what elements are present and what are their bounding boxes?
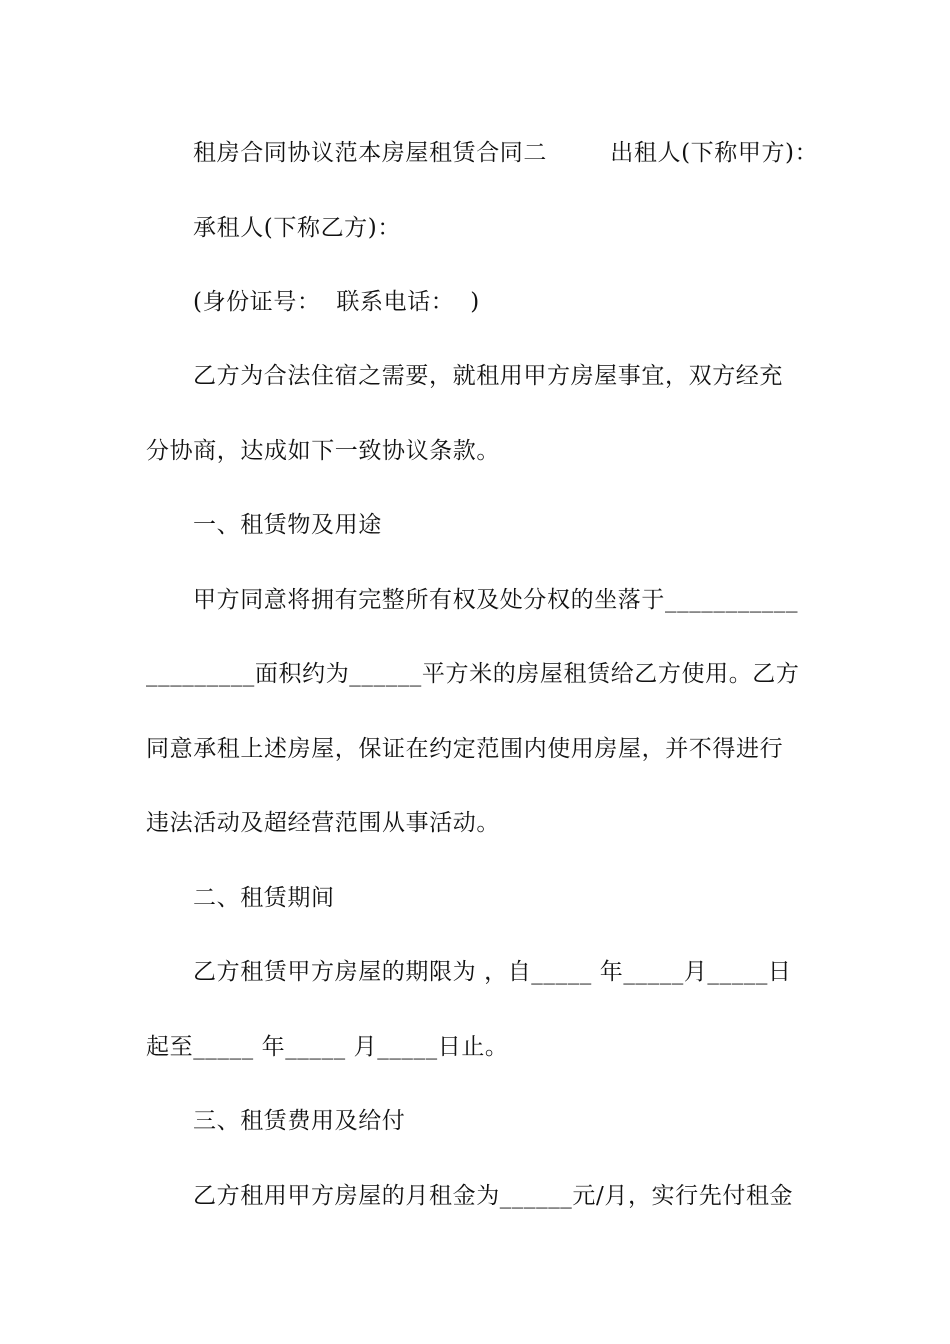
section-3-line-1: 乙方租用甲方房屋的月租金为______元/月，实行先付租金 <box>193 1183 794 1209</box>
section-1-line-3: 同意承租上述房屋，保证在约定范围内使用房屋，并不得进行 <box>146 736 784 762</box>
section-heading-2: 二、租赁期间 <box>193 885 335 911</box>
section-heading-1: 一、租赁物及用途 <box>193 512 382 538</box>
section-heading-3: 三、租赁费用及给付 <box>193 1108 406 1134</box>
contract-title-line: 租房合同协议范本房屋租赁合同二 出租人(下称甲方)： <box>193 140 819 166</box>
lessee-line: 承租人(下称乙方)： <box>193 215 401 241</box>
section-1-line-4: 违法活动及超经营范围从事活动。 <box>146 810 500 836</box>
section-1-line-1: 甲方同意将拥有完整所有权及处分权的坐落于___________ <box>193 587 799 613</box>
preamble-line-1: 乙方为合法住宿之需要，就租用甲方房屋事宜，双方经充 <box>193 363 783 389</box>
preamble-line-2: 分协商，达成如下一致协议条款。 <box>146 438 500 464</box>
section-2-line-2: 起至_____ 年_____ 月_____日止。 <box>146 1034 509 1060</box>
section-1-line-2: _________面积约为______平方米的房屋租赁给乙方使用。乙方 <box>146 661 800 687</box>
section-2-line-1: 乙方租赁甲方房屋的期限为 ，自_____ 年_____月_____日 <box>193 959 792 985</box>
id-phone-line: (身份证号： 联系电话： ) <box>193 289 480 315</box>
